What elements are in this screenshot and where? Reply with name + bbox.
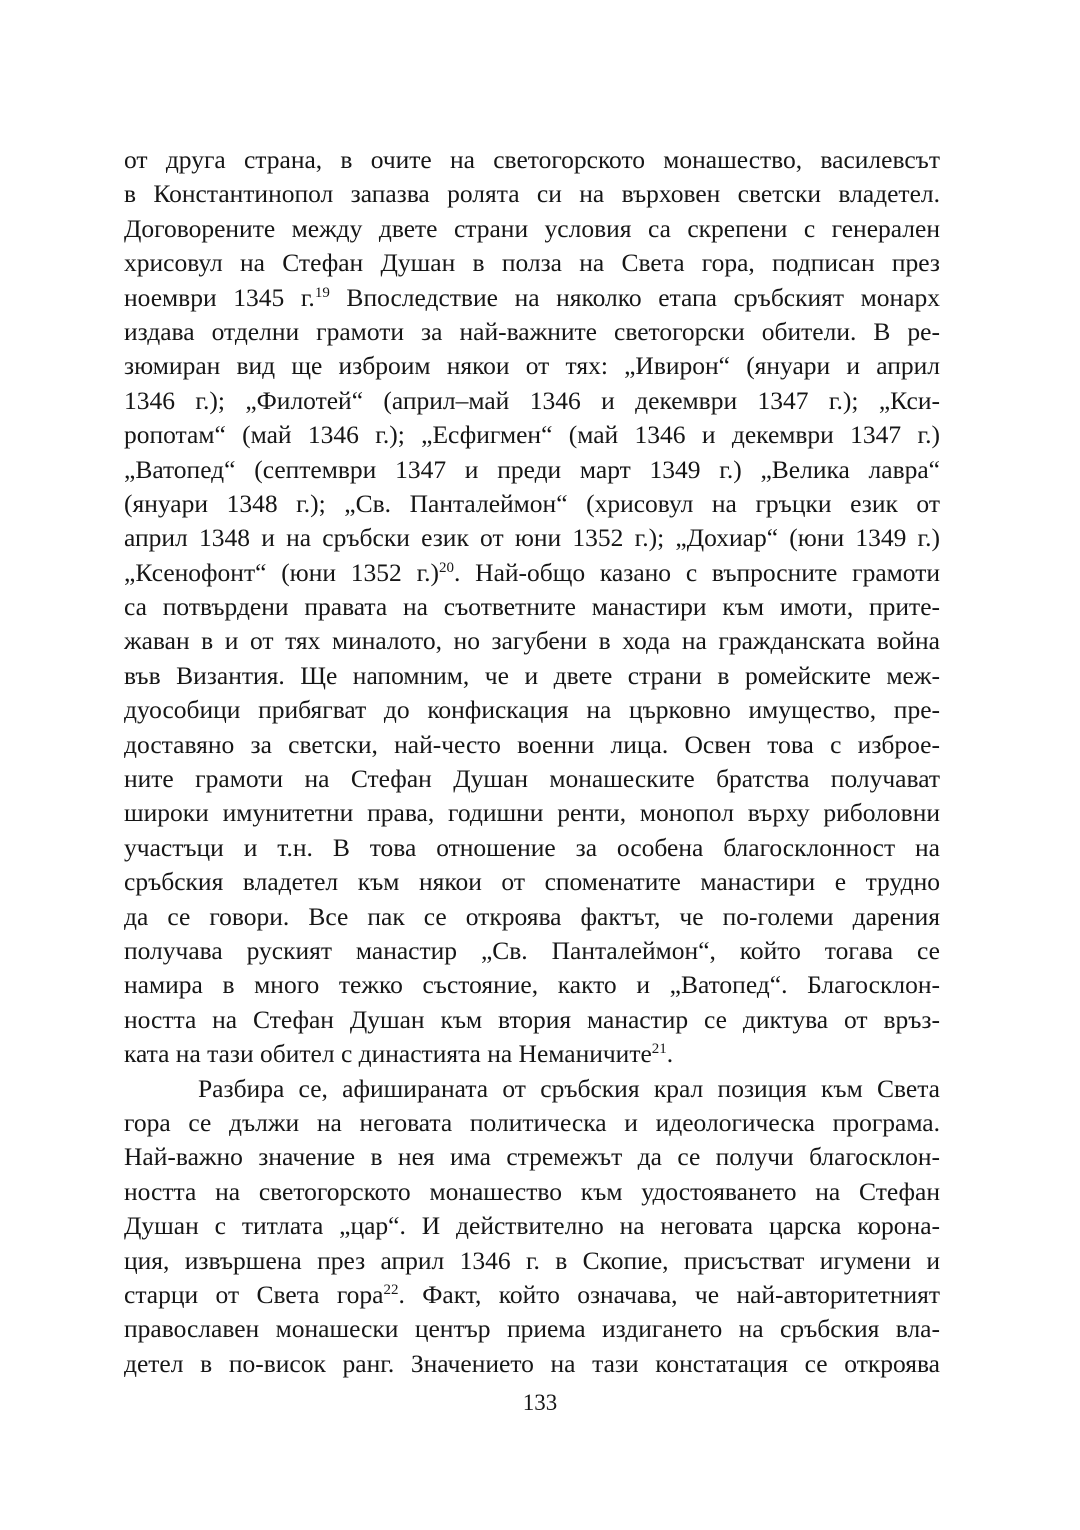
text-line: намира в много тежко състояние, както и „Ватопед“. Благосклон- — [124, 970, 940, 1000]
text-line: издава отделни грамоти за най-важните светогорски обители. В ре- — [124, 316, 940, 346]
paragraph-1 — [124, 143, 940, 1072]
text-line: „Ватопед“ (септември 1347 и преди март 1349 г.) „Велика лавра“ — [124, 454, 940, 484]
footnote-ref-22[interactable]: 22 — [383, 1281, 399, 1298]
text-fragment: ката на тази обител с династията на Неманичите — [124, 1039, 652, 1069]
text-line: хрисовул на Стефан Душан в полза на Света гора, подписан през — [124, 248, 940, 278]
text-line: православен монашески център приема издигането на сръбския вла- — [124, 1314, 940, 1344]
text-line — [124, 1278, 940, 1312]
text-line: дуособици прибягват до конфискация на църковно имущество, пре- — [124, 695, 940, 725]
text-fragment: . Факт, който означава, че най-авторитетният — [398, 1279, 940, 1309]
text-line: са потвърдени правата на съответните манастири към имоти, прите- — [124, 592, 940, 622]
footnote-ref-20[interactable]: 20 — [439, 559, 455, 576]
text-fragment: „Ксенофонт“ (юни 1352 г.) — [124, 557, 440, 587]
text-line: гора се дължи на неговата политическа и идеологическа програма. — [124, 1107, 940, 1137]
text-line — [124, 556, 940, 590]
text-fragment: . — [666, 1039, 674, 1069]
text-fragment: ноември 1345 г. — [124, 282, 315, 312]
text-line: ция, извършена през април 1346 г. в Скопие, присъстват игумени и — [124, 1245, 940, 1275]
text-line — [124, 281, 940, 315]
paragraph-2 — [124, 1072, 940, 1382]
text-line: ропотам“ (май 1346 г.); „Есфигмен“ (май 1346 и декември 1347 г.) — [124, 420, 940, 450]
text-line: ността на Стефан Душан към втория манастир се диктува от връз- — [124, 1004, 940, 1034]
text-line: април 1348 и на сръбски език от юни 1352 г.); „Дохиар“ (юни 1349 г.) — [124, 523, 940, 553]
text-line: детел в по-висок ранг. Значението на тази констатация се откроява — [124, 1348, 940, 1378]
text-line: зюмиран вид ще изброим някои от тях: „Ивирон“ (януари и април — [124, 351, 940, 381]
text-line: сръбския владетел към някои от споменатите манастири е трудно — [124, 867, 940, 897]
text-line: да се говори. Все пак се откроява фактът, че по-големи дарения — [124, 901, 940, 931]
page-number: 133 — [522, 1390, 558, 1415]
text-line: ните грамоти на Стефан Душан монашеските братства получават — [124, 764, 940, 794]
text-line: във Византия. Ще напомним, че и двете страни в ромейските меж- — [124, 660, 940, 690]
text-line: Разбира се, афишираната от сръбския крал позиция към Света — [198, 1073, 940, 1103]
text-line: от друга страна, в очите на светогорското монашество, василевсът — [124, 145, 940, 174]
text-line: Договорените между двете страни условия са скрепени с генерален — [124, 213, 940, 243]
footnote-ref-21[interactable]: 21 — [651, 1041, 667, 1058]
body-text — [124, 143, 940, 1381]
text-line: жаван в и от тях миналото, но загубени в хода на гражданската война — [124, 626, 940, 656]
text-line: (януари 1348 г.); „Св. Панталеймон“ (хрисовул на гръцки език от — [124, 488, 940, 518]
text-line: доставяно за светски, най-често военни лица. Освен това с изброе- — [124, 729, 940, 759]
text-line: получава руският манастир „Св. Панталеймон“, който тогава се — [124, 935, 940, 965]
text-fragment: старци от Света гора — [124, 1279, 384, 1309]
text-fragment: . Най-общо казано с въпросните грамоти — [454, 557, 940, 587]
text-line: в Константинопол запазва ролята си на върховен светски владетел. — [124, 179, 940, 209]
text-line: Най-важно значение в нея има стремежът да се получи благосклон- — [124, 1142, 940, 1172]
text-line: участъци и т.н. В това отношение за особена благосклонност на — [124, 832, 940, 862]
text-line: широки имунитетни права, годишни ренти, монопол върху риболовни — [124, 798, 940, 828]
text-line: 1346 г.); „Филотей“ (април–май 1346 и декември 1347 г.); „Кси- — [124, 385, 940, 415]
text-fragment: Впоследствие на няколко етапа сръбският монарх — [329, 282, 940, 312]
text-line: Душан с титлата „цар“. И действително на неговата царска корона- — [124, 1211, 940, 1241]
footnote-ref-19[interactable]: 19 — [314, 284, 330, 301]
text-line: ността на светогорското монашество към удостояването на Стефан — [124, 1176, 940, 1206]
text-line — [124, 1037, 940, 1071]
